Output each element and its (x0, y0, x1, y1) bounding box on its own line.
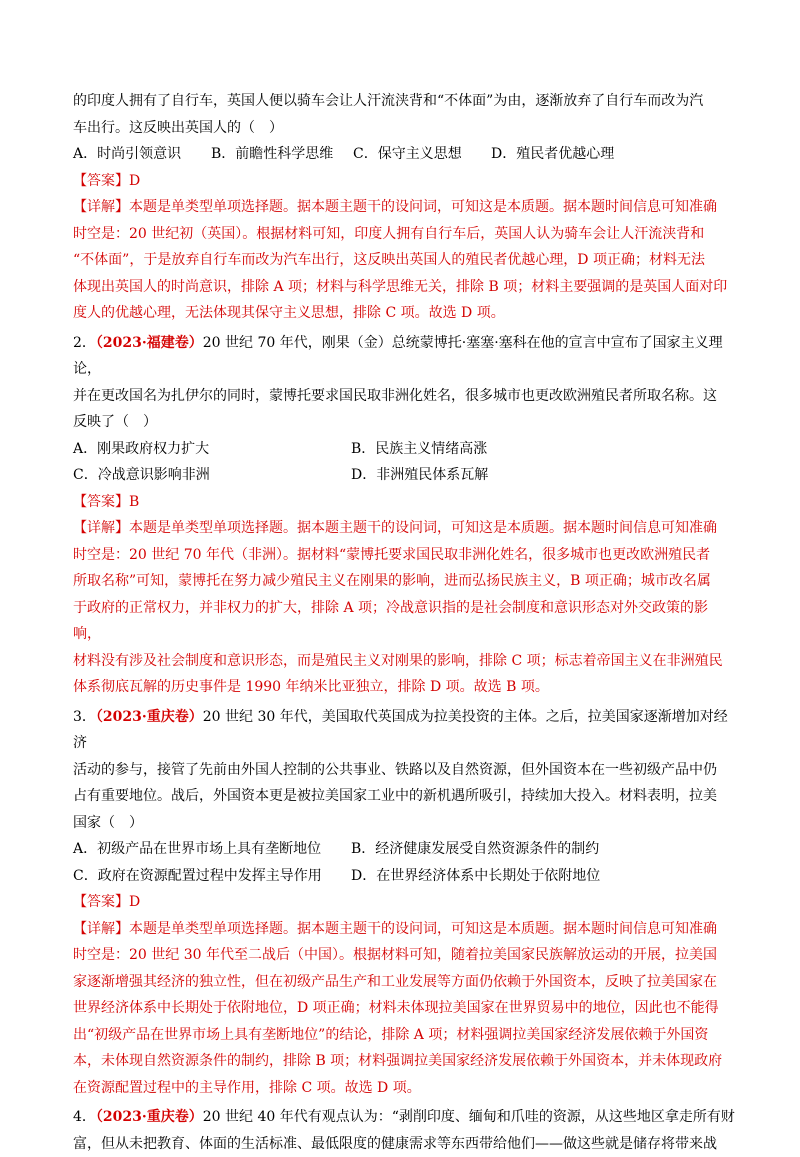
q1-detail-line: “不体面”，于是放弃自行车而改为汽车出行，这反映出英国人的殖民者优越心理，D 项正确；材料无法 (73, 247, 735, 274)
q3-stem-first-line (73, 704, 735, 757)
q2-stem-line: 并在更改国名为扎伊尔的同时，蒙博托要求国民取非洲化姓名，很多城市也更改欧洲殖民者所取名称。这 (73, 383, 735, 410)
q3-option-d: D．在世界经济体系中长期处于依附地位 (351, 863, 735, 890)
q1-detail-line: 度人的优越心理，无法体现其保守主义思想，排除 C 项。故选 D 项。 (73, 300, 735, 327)
q3-stem-line: 国家（ ） (73, 810, 735, 837)
q2-detail-line: 材料没有涉及社会制度和意识形态，而是殖民主义对刚果的影响，排除 C 项；标志着帝国主义在非洲殖民 (73, 648, 735, 675)
q1-option-b: B．前瞻性科学思维 (211, 141, 353, 168)
q2-detail-line: 所取名称”可知，蒙博托在努力减少殖民主义在刚果的影响，进而弘扬民族主义，B 项正确；城市改名属 (73, 568, 735, 595)
q2-detail-line: 体系彻底瓦解的历史事件是 1990 年纳米比亚独立，排除 D 项。故选 B 项。 (73, 674, 735, 701)
q1-detail-line: 体现出英国人的时尚意识，排除 A 项；材料与科学思维无关，排除 B 项；材料主要强调的是英国人面对印 (73, 274, 735, 301)
q2-number: 2． (73, 335, 96, 351)
q1-answer: 【答案】D (73, 168, 735, 195)
q3-detail-line: 出“初级产品在世界市场上具有垄断地位”的结论，排除 A 项；材料强调拉美国家经济发展依赖于外国资 (73, 1022, 735, 1049)
q1-stem-line: 的印度人拥有了自行车，英国人便以骑车会让人汗流浃背和“不体面”为由，逐渐放弃了自行车而改为汽 (73, 88, 735, 115)
q3-option-a: A．初级产品在世界市场上具有垄断地位 (73, 836, 351, 863)
q2-option-c: C．冷战意识影响非洲 (73, 462, 351, 489)
question-1 (73, 88, 735, 327)
q2-stem-line: 反映了（ ） (73, 409, 735, 436)
q2-stem-first: 20 世纪 70 年代，刚果（金）总统蒙博托·塞塞·塞科在他的宣言中宣布了国家主义理论， (73, 335, 723, 378)
q4-source: （2023·重庆卷） (96, 1109, 203, 1125)
q1-option-c: C．保守主义思想 (353, 141, 491, 168)
question-2 (73, 330, 735, 701)
q2-source: （2023·福建卷） (96, 335, 203, 351)
q2-answer: 【答案】B (73, 489, 735, 516)
q3-detail-line: 家逐渐增强其经济的独立性，但在初级产品生产和工业发展等方面仍依赖于外国资本，反映了拉美国家在 (73, 969, 735, 996)
q1-option-d: D．殖民者优越心理 (491, 141, 614, 168)
q3-options (73, 836, 735, 889)
q2-option-b: B．民族主义情绪高涨 (351, 436, 735, 463)
q4-stem-first-line (73, 1104, 735, 1131)
q1-detail-line: 时空是：20 世纪初（英国）。根据材料可知，印度人拥有自行车后，英国人认为骑车会让人汗流浃背和 (73, 221, 735, 248)
q1-detail-line: 【详解】本题是单类型单项选择题。据本题主题干的设问词，可知这是本质题。据本题时间信息可知准确 (73, 194, 735, 221)
q1-options (73, 141, 735, 168)
q3-option-b: B．经济健康发展受自然资源条件的制约 (351, 836, 735, 863)
q3-detail-line: 【详解】本题是单类型单项选择题。据本题主题干的设问词，可知这是本质题。据本题时间信息可知准确 (73, 916, 735, 943)
q3-answer: 【答案】D (73, 889, 735, 916)
q3-detail-line: 在资源配置过程中的主导作用，排除 C 项。故选 D 项。 (73, 1075, 735, 1102)
q1-option-a: A．时尚引领意识 (73, 141, 211, 168)
q3-stem-line: 占有重要地位。战后，外国资本更是被拉美国家工业中的新机遇所吸引，持续加大投入。材料表明，拉美 (73, 783, 735, 810)
q4-stem-line: 富，但从未把教育、体面的生活标准、最低限度的健康需求等东西带给他们——做这些就是储存将带来战 (73, 1131, 735, 1157)
q3-option-c: C．政府在资源配置过程中发挥主导作用 (73, 863, 351, 890)
q2-detail-line: 【详解】本题是单类型单项选择题。据本题主题干的设问词，可知这是本质题。据本题时间信息可知准确 (73, 515, 735, 542)
question-3 (73, 704, 735, 1102)
document-page (73, 88, 735, 1157)
q3-number: 3． (73, 709, 96, 725)
q2-detail-line: 于政府的正常权力，并非权力的扩大，排除 A 项；冷战意识指的是社会制度和意识形态对外交政策的影响， (73, 595, 735, 648)
q4-stem-first: 20 世纪 40 年代有观点认为：“剥削印度、缅甸和爪哇的资源，从这些地区拿走所有财 (203, 1109, 735, 1125)
question-4 (73, 1104, 735, 1157)
q3-stem-line: 活动的参与，接管了先前由外国人控制的公共事业、铁路以及自然资源，但外国资本在一些初级产品中仍 (73, 757, 735, 784)
q3-source: （2023·重庆卷） (96, 709, 203, 725)
q2-options (73, 436, 735, 489)
q2-detail-line: 时空是：20 世纪 70 年代（非洲）。据材料“蒙博托要求国民取非洲化姓名，很多城市也更改欧洲殖民者 (73, 542, 735, 569)
q4-number: 4． (73, 1109, 96, 1125)
q2-stem-first-line (73, 330, 735, 383)
q3-detail-line: 时空是：20 世纪 30 年代至二战后（中国）。根据材料可知，随着拉美国家民族解放运动的开展，拉美国 (73, 942, 735, 969)
q2-option-d: D．非洲殖民体系瓦解 (351, 462, 735, 489)
q1-stem-line: 车出行。这反映出英国人的（ ） (73, 115, 735, 142)
q3-detail-line: 本，未体现自然资源条件的制约，排除 B 项；材料强调拉美国家经济发展依赖于外国资本，并未体现政府 (73, 1048, 735, 1075)
q3-detail-line: 世界经济体系中长期处于依附地位，D 项正确；材料未体现拉美国家在世界贸易中的地位，因此也不能得 (73, 995, 735, 1022)
q2-option-a: A．刚果政府权力扩大 (73, 436, 351, 463)
q3-stem-first: 20 世纪 30 年代，美国取代英国成为拉美投资的主体。之后，拉美国家逐渐增加对经济 (73, 709, 728, 752)
